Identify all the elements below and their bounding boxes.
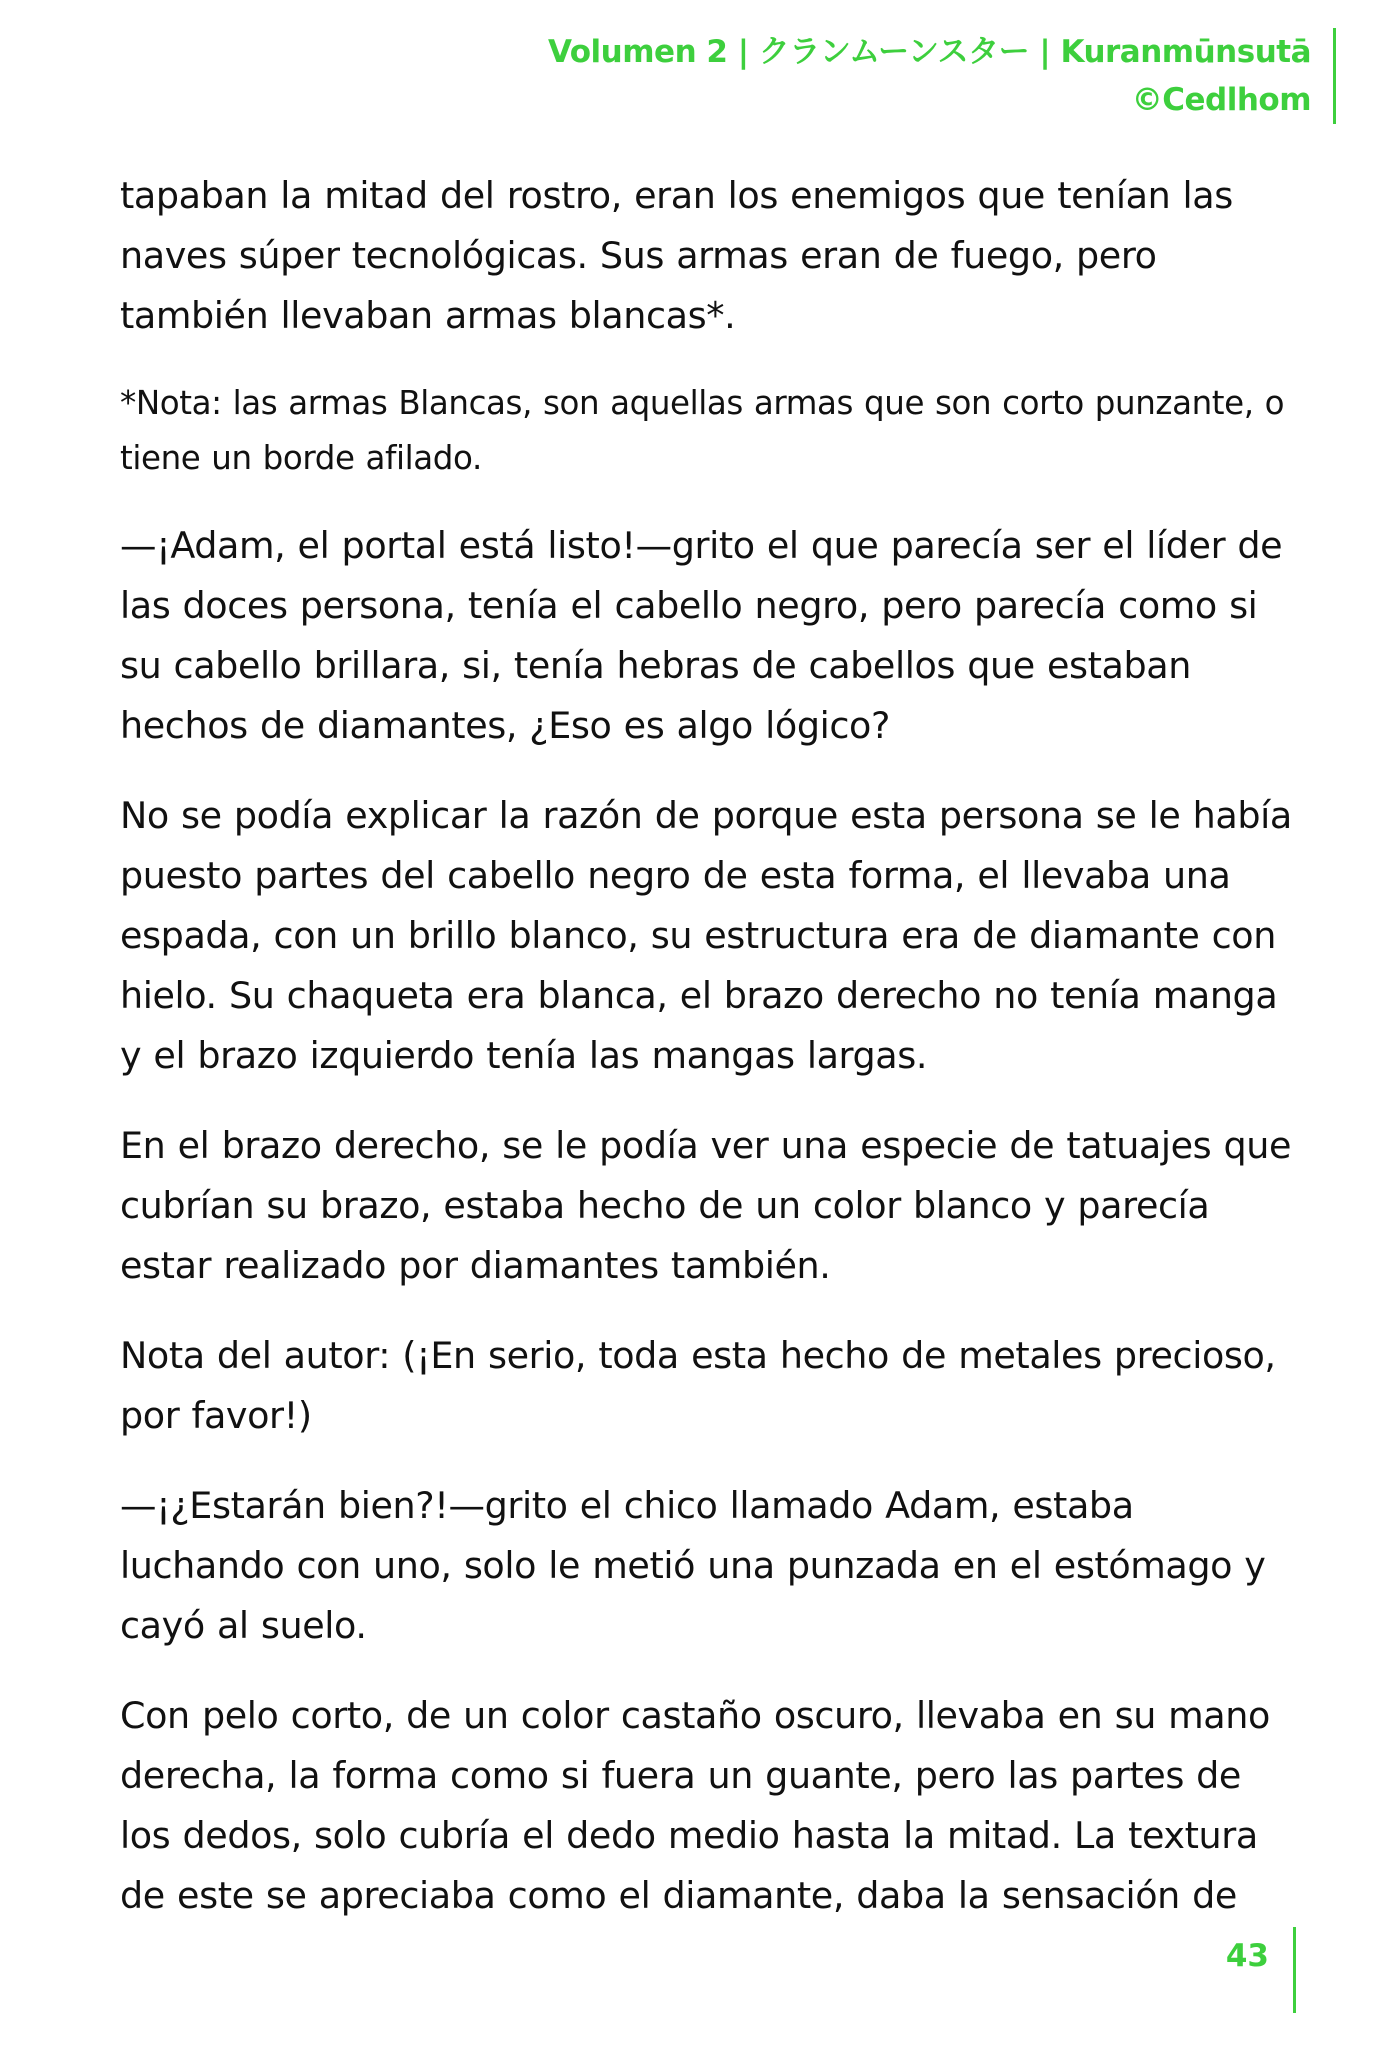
page-body [120,166,1295,1956]
page-number: 43 [1225,1938,1269,1974]
paragraph-description-sword: No se podía explicar la razón de porque esta persona se le había puesto partes del cabello negro de esta forma, el llevaba una espada, con un brillo blanco, su estructura era de diamante con hielo. Su chaqueta era blanca, el brazo derecho no tenía manga y el brazo izquierdo tenía las mangas largas. [120,794,1292,1077]
paragraph-footnote: *Nota: las armas Blancas, son aquellas armas que son corto punzante, o tiene un borde afilado. [120,384,1285,477]
paragraph-continuation: tapaban la mitad del rostro, eran los enemigos que tenían las naves súper tecnológicas. Sus armas eran de fuego, pero también llevaban armas blancas*. [120,174,1233,337]
header-title: Volumen 2 | クランムーンスター | Kuranmūnsutā [547,34,1311,70]
paragraph-description-glove: Con pelo corto, de un color castaño oscuro, llevaba en su mano derecha, la forma como si fuera un guante, pero las partes de los dedos, solo cubría el dedo medio hasta la mitad. La textura de este se apreciaba como el diamante, daba la sensación de [120,1694,1270,1917]
paragraph-dialogue-adam: —¡¿Estarán bien?!—grito el chico llamado Adam, estaba luchando con uno, solo le metió una punzada en el estómago y cayó al suelo. [120,1484,1266,1647]
paragraph-dialogue-portal: —¡Adam, el portal está listo!—grito el que parecía ser el líder de las doces persona, tenía el cabello negro, pero parecía como si su cabello brillara, si, tenía hebras de cabellos que estaban hechos de diamantes, ¿Eso es algo lógico? [120,524,1283,747]
page-footer [1226,1927,1296,2013]
paragraph-author-note: Nota del autor: (¡En serio, toda esta hecho de metales precioso, por favor!) [120,1334,1276,1437]
paragraph-description-tattoo: En el brazo derecho, se le podía ver una especie de tatuajes que cubrían su brazo, estaba hecho de un color blanco y parecía estar realizado por diamantes también. [120,1124,1292,1287]
running-header [548,28,1336,124]
header-copyright: ©Cedlhom [1131,82,1311,118]
